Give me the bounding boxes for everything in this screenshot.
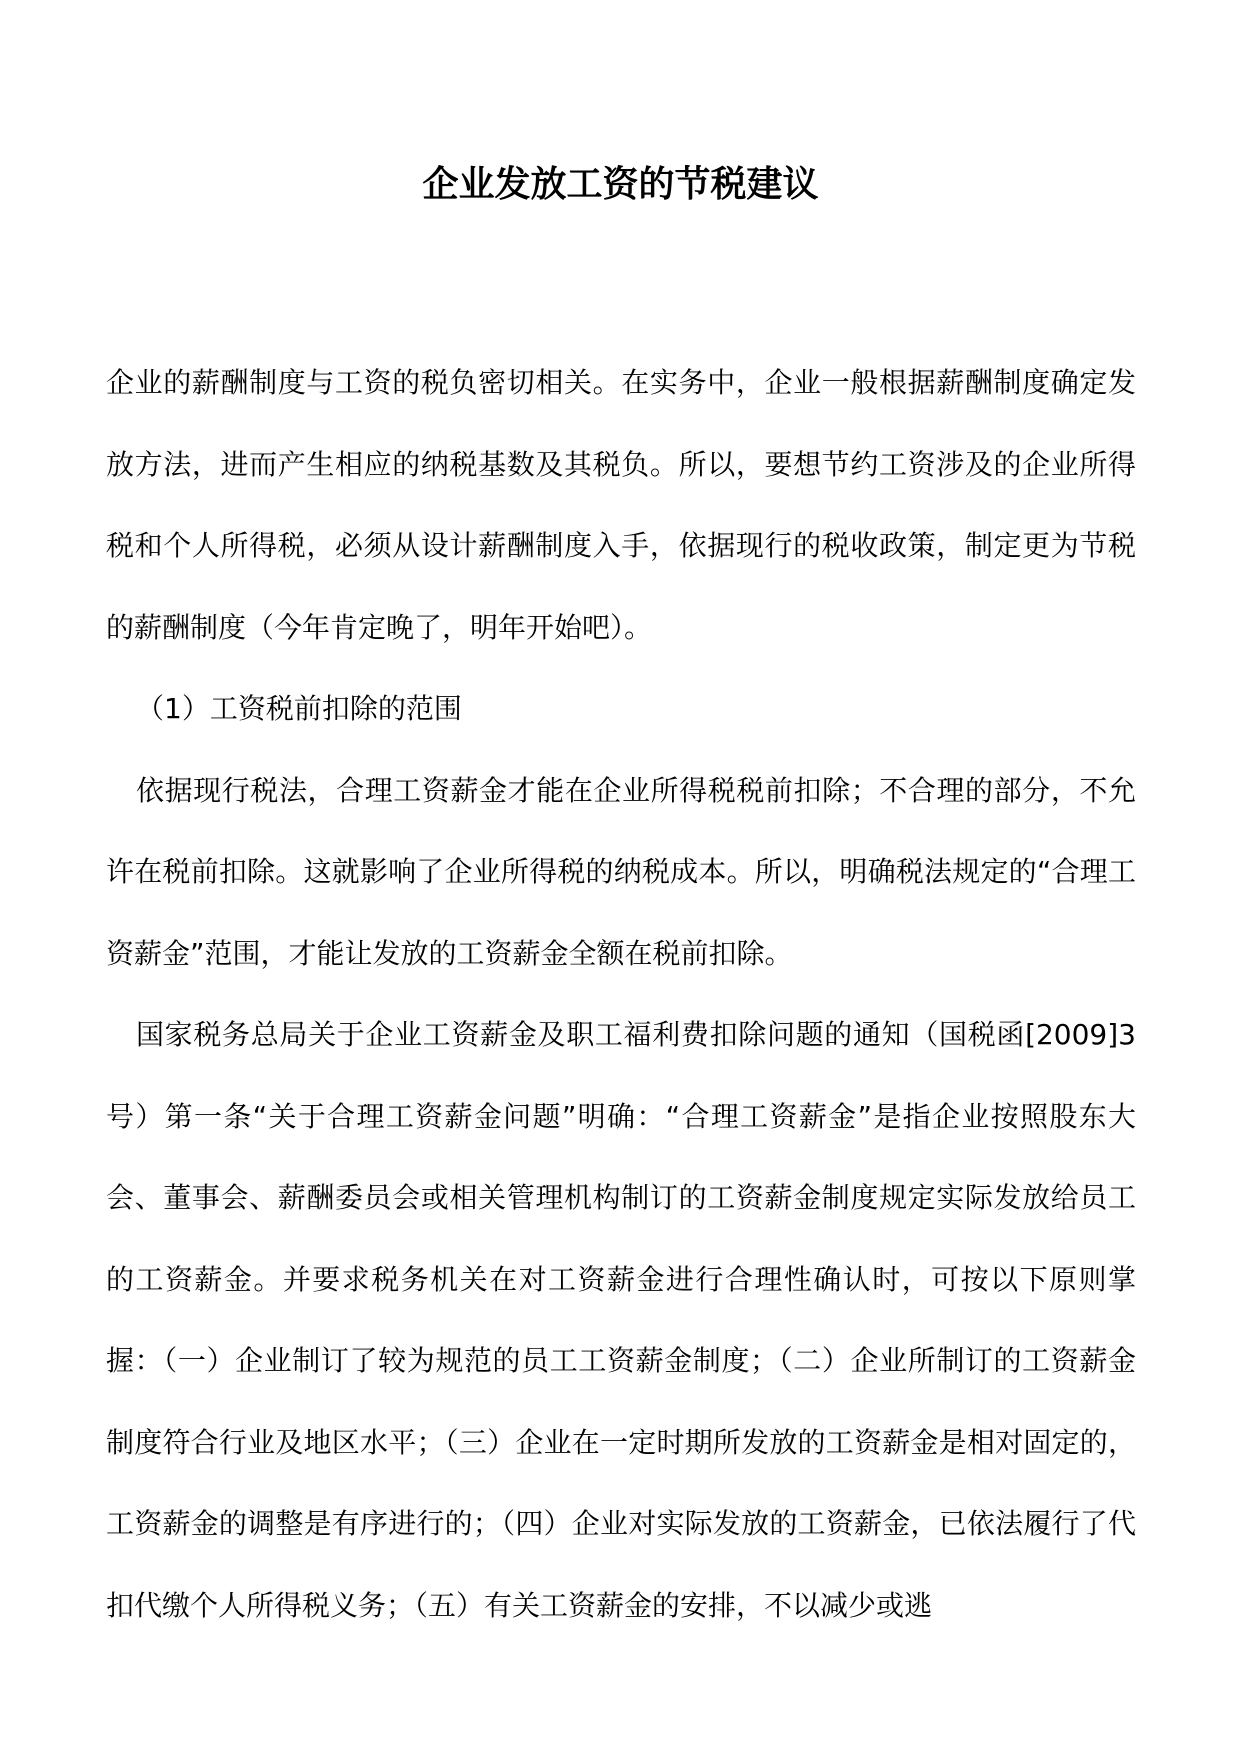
document-title: 企业发放工资的节税建议 [422,163,819,205]
paragraph-deduction-rule: 依据现行税法，合理工资薪金才能在企业所得税税前扣除；不合理的部分，不允许在税前扣除。这就影响了企业所得税的纳税成本。所以，明确税法规定的“合理工资薪金”范围，才能让发放的工资薪金全额在税前扣除。 [106,773,1136,970]
paragraph-intro: 企业的薪酬制度与工资的税负密切相关。在实务中，企业一般根据薪酬制度确定发放方法，进而产生相应的纳税基数及其税负。所以，要想节约工资涉及的企业所得税和个人所得税，必须从设计薪酬制度入手，依据现行的税收政策，制定更为节税的薪酬制度（今年肯定晚了，明年开始吧）。 [106,366,1136,644]
paragraph-notice-content: 国家税务总局关于企业工资薪金及职工福利费扣除问题的通知（国税函[2009]3号）第一条“关于合理工资薪金问题”明确：“合理工资薪金”是指企业按照股东大会、董事会、薪酬委员会或相关管理机构制订的工资薪金制度规定实际发放给员工的工资薪金。并要求税务机关在对工资薪金进行合理性确认时，可按以下原则掌握：（一）企业制订了较为规范的员工工资薪金制度；（二）企业所制订的工资薪金制度符合行业及地区水平；（三）企业在一定时期所发放的工资薪金是相对固定的，工资薪金的调整是有序进行的；（四）企业对实际发放的工资薪金，已依法履行了代扣代缴个人所得税义务；（五）有关工资薪金的安排，不以减少或逃 [106,1018,1136,1622]
section-heading: （1）工资税前扣除的范围 [136,692,462,725]
document-body [106,342,1136,1646]
